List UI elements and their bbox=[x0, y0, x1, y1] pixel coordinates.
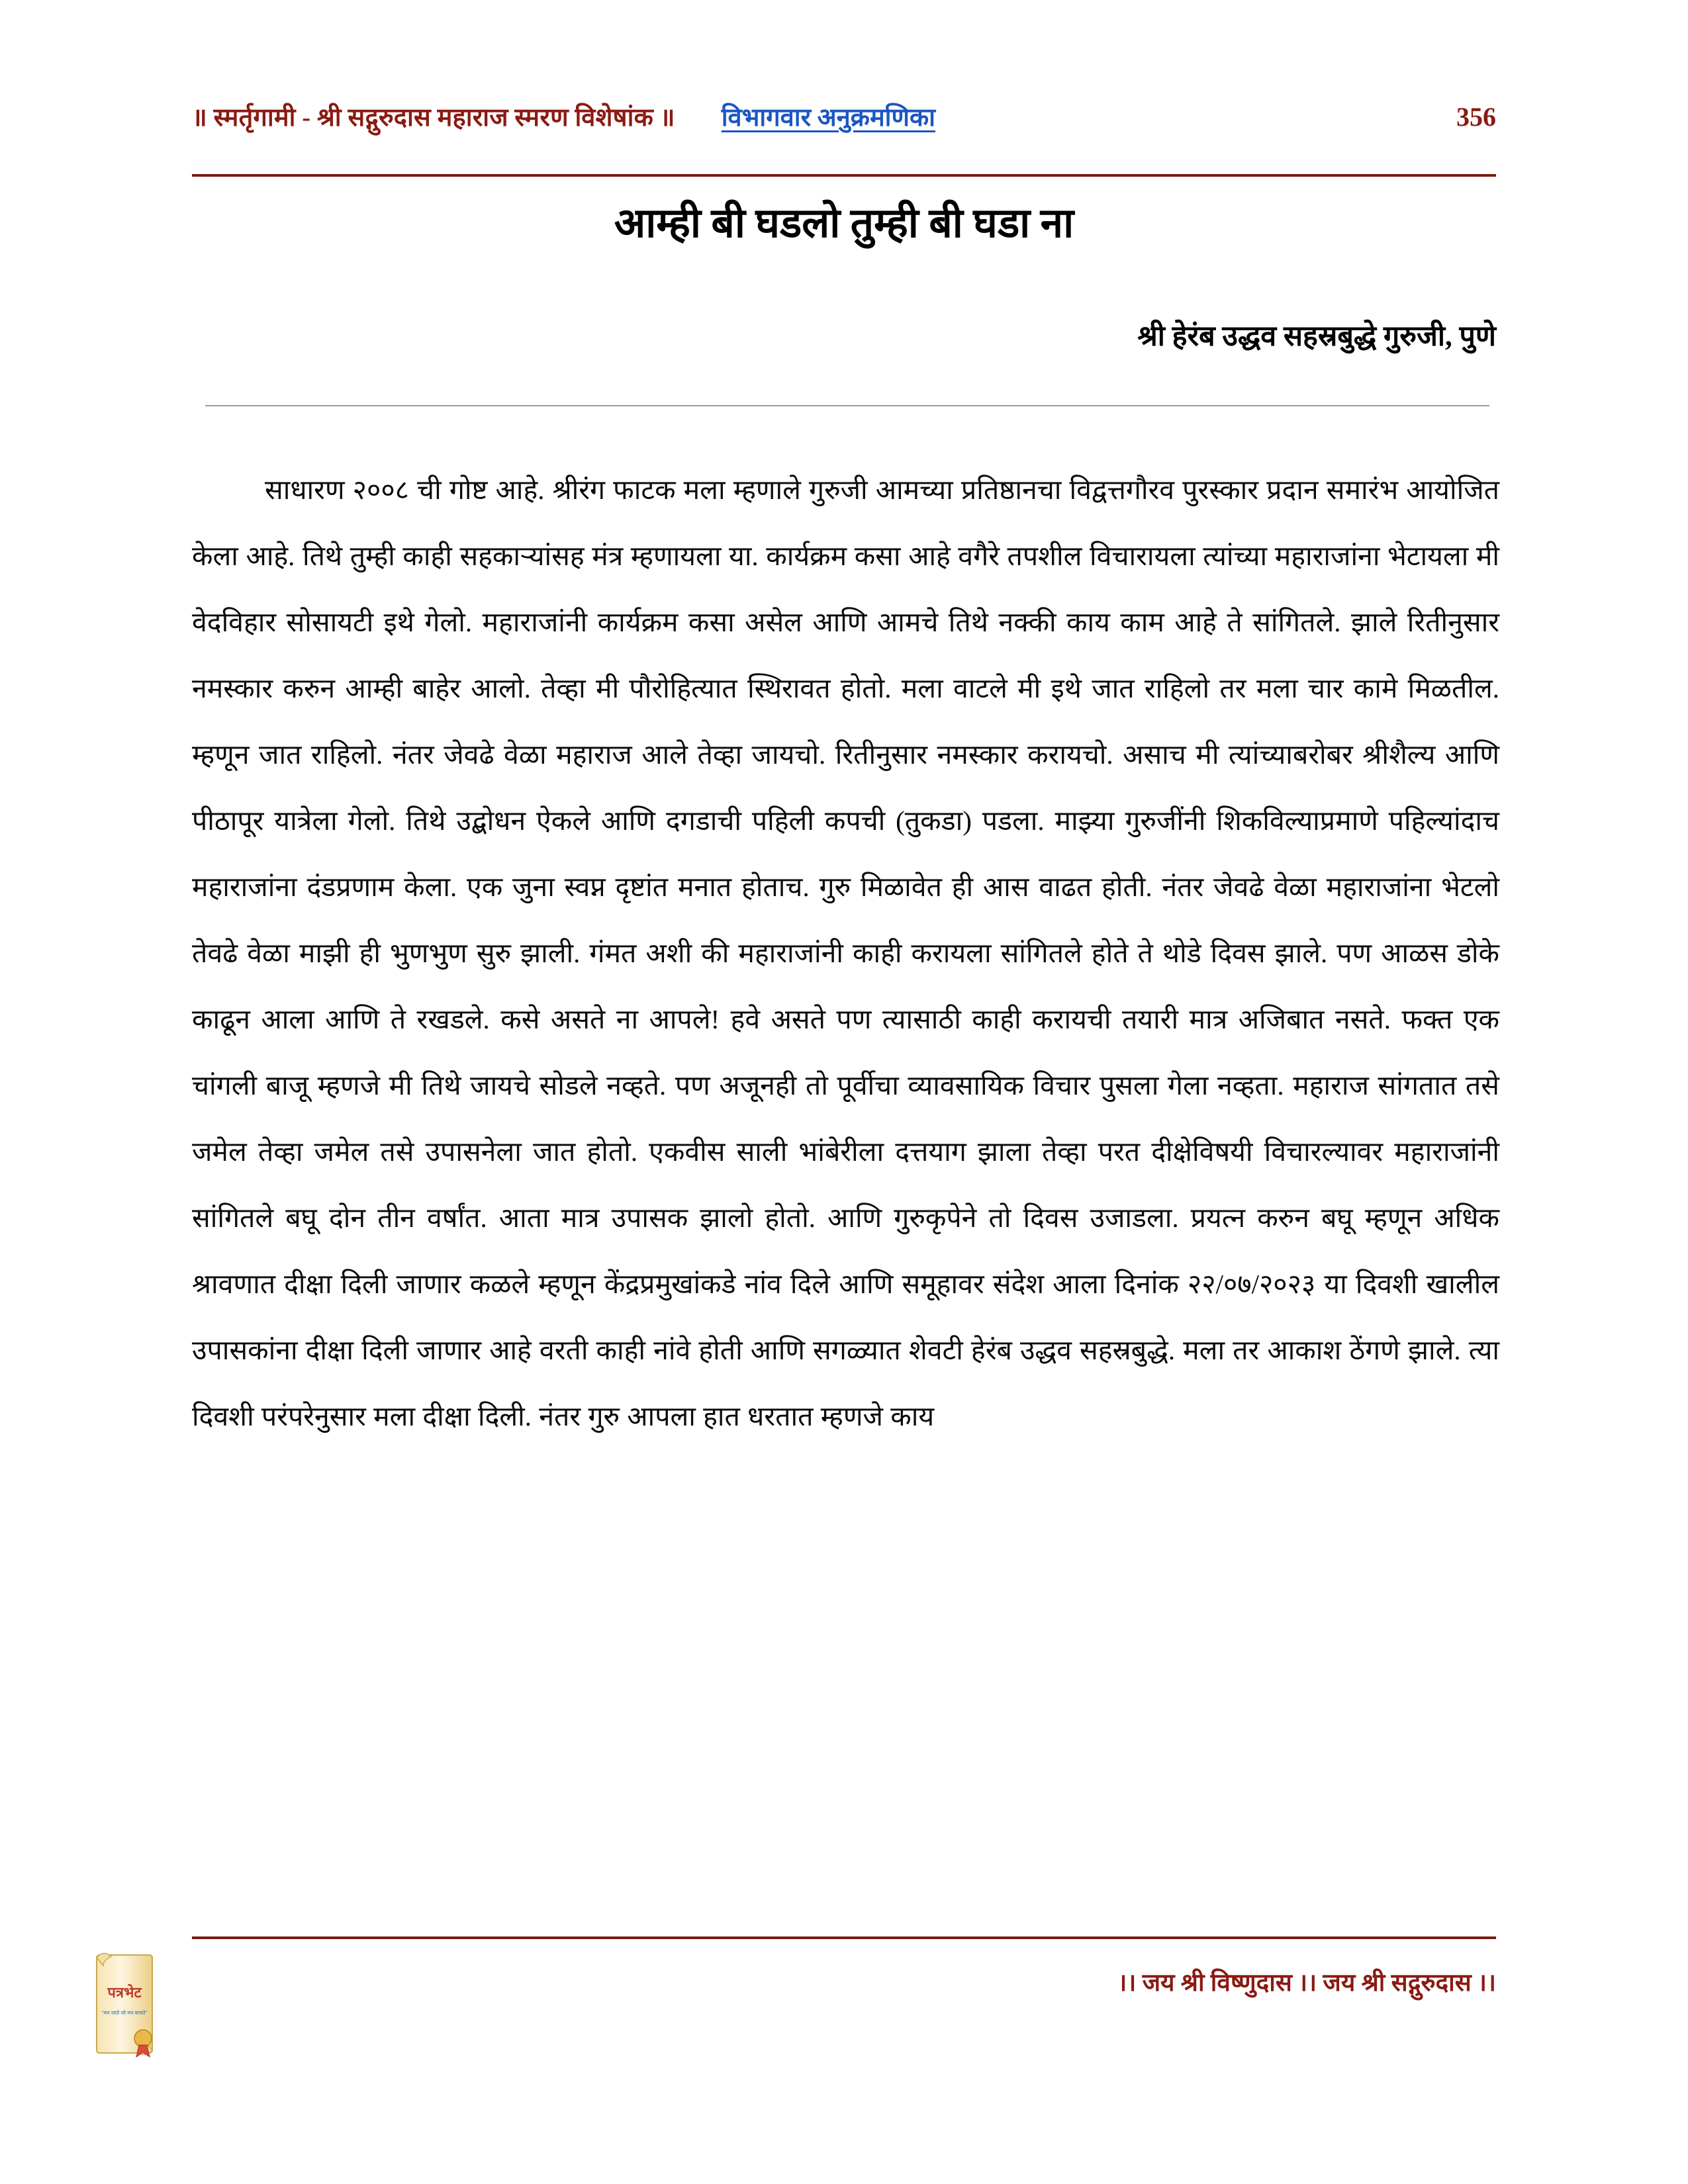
article-byline: श्री हेरंब उद्धव सहस्रबुद्धे गुरुजी, पुणे bbox=[1137, 321, 1496, 352]
article-title: आम्ही बी घडलो तुम्ही बी घडा ना bbox=[614, 201, 1074, 246]
patrabhet-scroll-logo bbox=[86, 1946, 165, 2065]
byline-divider bbox=[205, 405, 1489, 406]
header-divider bbox=[192, 174, 1496, 177]
page-header bbox=[192, 99, 1496, 134]
page-number: 356 bbox=[1456, 102, 1496, 132]
footer-mantra: ।। जय श्री विष्णुदास ।। जय श्री सद्गुरुदास ।। bbox=[1117, 1970, 1496, 1997]
publication-title: ॥ स्मर्तृगामी - श्री सद्गुरुदास महाराज स्मरण विशेषांक ॥ bbox=[192, 104, 675, 132]
footer-divider bbox=[192, 1936, 1496, 1939]
svg-text:पत्रभेट: पत्रभेट bbox=[107, 1984, 142, 2001]
section-index-link[interactable]: विभागवार अनुक्रमणिका bbox=[721, 104, 936, 132]
svg-text:"मन जाते जो मन वाचते": "मन जाते जो मन वाचते" bbox=[101, 2010, 148, 2016]
article-body bbox=[192, 457, 1499, 1449]
body-paragraph: साधारण २००८ ची गोष्ट आहे. श्रीरंग फाटक मला म्हणाले गुरुजी आमच्या प्रतिष्ठानचा विद्वत्तगौरव पुरस्कार प्रदान समारंभ आयोजित केला आहे. तिथे तुम्ही काही सहकाऱ्यांसह मंत्र म्हणायला या. कार्यक्रम कसा आहे वगैरे तपशील विचारायला त्यांच्या महाराजांना भेटायला मी वेदविहार सोसायटी इथे गेलो. महाराजांनी कार्यक्रम कसा असेल आणि आमचे तिथे नक्की काय काम आहे ते सांगितले. झाले रितीनुसार नमस्कार करुन आम्ही बाहेर आलो. तेव्हा मी पौरोहित्यात स्थिरावत होतो. मला वाटले मी इथे जात राहिलो तर मला चार कामे मिळतील. म्हणून जात राहिलो. नंतर जेवढे वेळा महाराज आले तेव्हा जायचो. रितीनुसार नमस्कार करायचो. असाच मी त्यांच्याबरोबर श्रीशैल्य आणि पीठापूर यात्रेला गेलो. तिथे उद्बोधन ऐकले आणि दगडाची पहिली कपची (तुकडा) पडला. माझ्या गुरुजींनी शिकविल्याप्रमाणे पहिल्यांदाच महाराजांना दंडप्रणाम केला. एक जुना स्वप्न दृष्टांत मनात होताच. गुरु मिळावेत ही आस वाढत होती. नंतर जेवढे वेळा महाराजांना भेटलो तेवढे वेळा माझी ही भुणभुण सुरु झाली. गंमत अशी की महाराजांनी काही करायला सांगितले होते ते थोडे दिवस झाले. पण आळस डोके काढून आला आणि ते रखडले. कसे असते ना आपले! हवे असते पण त्यासाठी काही करायची तयारी मात्र अजिबात नसते. फक्त एक चांगली बाजू म्हणजे मी तिथे जायचे सोडले नव्हते. पण अजूनही तो पूर्वीचा व्यावसायिक विचार पुसला गेला नव्हता. महाराज सांगतात तसे जमेल तेव्हा जमेल तसे उपासनेला जात होतो. एकवीस साली भांबेरीला दत्तयाग झाला तेव्हा परत दीक्षेविषयी विचारल्यावर महाराजांनी सांगितले बघू दोन तीन वर्षांत. आता मात्र उपासक झालो होतो. आणि गुरुकृपेने तो दिवस उजाडला. प्रयत्न करुन बघू म्हणून अधिक श्रावणात दीक्षा दिली जाणार कळले म्हणून केंद्रप्रमुखांकडे नांव दिले आणि समूहावर संदेश आला दिनांक २२/०७/२०२३ या दिवशी खालील उपासकांना दीक्षा दिली जाणार आहे वरती काही नांवे होती आणि सगळ्यात शेवटी हेरंब उद्धव सहस्रबुद्धे. मला तर आकाश ठेंगणे झाले. त्या दिवशी परंपरेनुसार मला दीक्षा दिली. नंतर गुरु आपला हात धरतात म्हणजे काय bbox=[192, 475, 1499, 1432]
